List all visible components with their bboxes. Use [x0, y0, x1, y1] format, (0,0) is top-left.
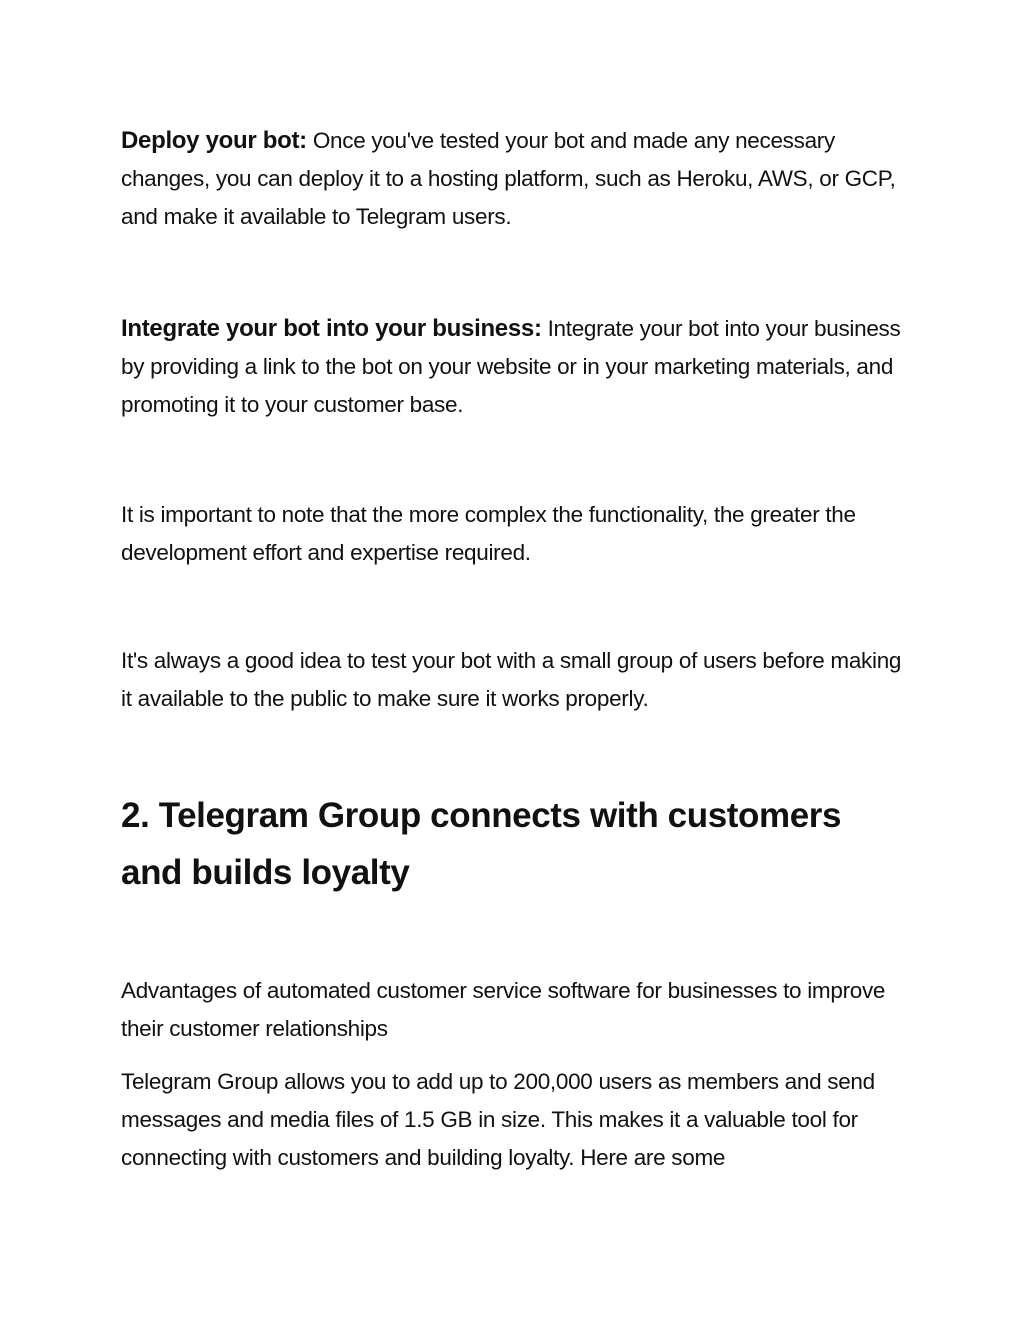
advantages-paragraph: Advantages of automated customer service software for businesses to improve their customer relationships	[121, 978, 886, 1041]
deploy-text: Once you've tested your bot and made any necessary changes, you can deploy it to a hosting platform, such as Heroku, AWS, or GCP, and make it available to Telegram users.	[121, 128, 896, 229]
integrate-text: Integrate your bot into your business by providing a link to the bot on your website or in your marketing materials, and promoting it to your customer base.	[121, 316, 901, 417]
section-heading: 2. Telegram Group connects with customers and builds loyalty	[121, 796, 842, 892]
integrate-paragraph	[121, 310, 916, 424]
integrate-lead: Integrate your bot into your business:	[121, 315, 542, 342]
complexity-note-paragraph: It is important to note that the more complex the functionality, the greater the development effort and expertise required.	[121, 502, 856, 565]
deploy-lead: Deploy your bot:	[121, 127, 307, 154]
telegram-group-paragraph: Telegram Group allows you to add up to 200,000 users as members and send messages and media files of 1.5 GB in size. This makes it a valuable tool for connecting with customers and building loyalty. Here are some	[121, 1069, 875, 1170]
deploy-paragraph	[121, 122, 916, 236]
testing-note-paragraph: It's always a good idea to test your bot with a small group of users before making it available to the public to make sure it works properly.	[121, 648, 902, 711]
